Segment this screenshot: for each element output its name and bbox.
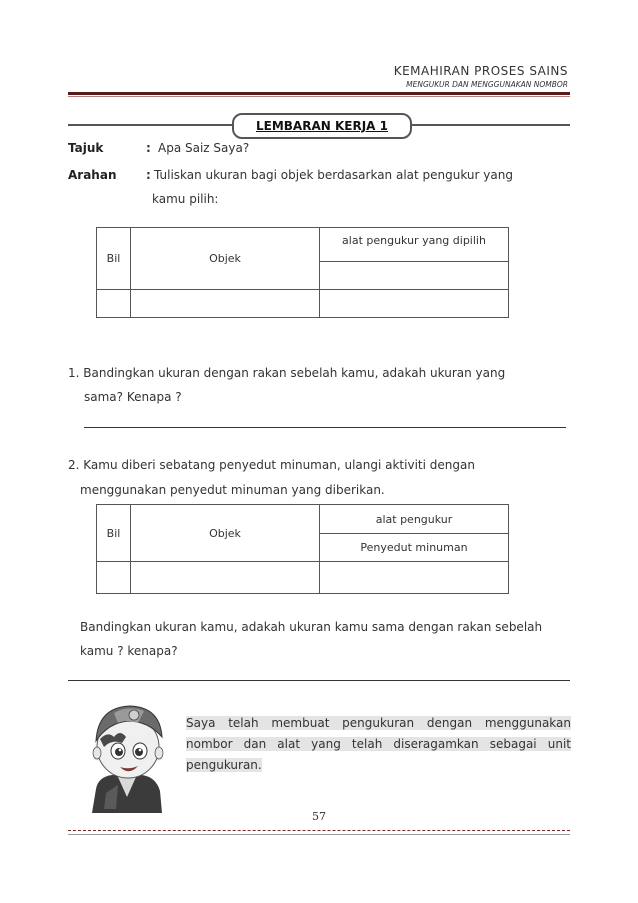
speech-line2: nombor dan alat yang telah diseragamkan sebagai unit xyxy=(186,737,571,751)
tajuk-value: Apa Saiz Saya? xyxy=(158,141,250,155)
table2-bil-cell[interactable] xyxy=(97,562,131,594)
footer-dashed-rule xyxy=(68,830,570,831)
arahan-colon: : xyxy=(146,168,151,182)
table2-header-penyedut: Penyedut minuman xyxy=(320,534,509,562)
header-rule-thin xyxy=(68,96,570,97)
table1-ukuran-cell[interactable] xyxy=(320,290,509,318)
worksheet-title: LEMBARAN KERJA 1 xyxy=(232,113,412,139)
header-rule xyxy=(68,92,570,95)
header-subtitle: MENGUKUR DAN MENGGUNAKAN NOMBOR xyxy=(406,80,568,89)
measurement-table-2 xyxy=(96,504,509,594)
speech-line1: Saya telah membuat pengukuran dengan menggunakan xyxy=(186,716,571,730)
question-1-answer-line[interactable] xyxy=(84,427,566,428)
tajuk-label: Tajuk xyxy=(68,141,104,155)
table2-objek-cell[interactable] xyxy=(131,562,320,594)
table2-header-alat: alat pengukur xyxy=(320,505,509,534)
speech-line3: pengukuran. xyxy=(186,758,262,772)
table2-ukuran-cell[interactable] xyxy=(320,562,509,594)
question-2-line1: 2. Kamu diberi sebatang penyedut minuman, ulangi aktiviti dengan xyxy=(68,458,475,472)
question-1-line1: 1. Bandingkan ukuran dengan rakan sebelah kamu, adakah ukuran yang xyxy=(68,366,506,380)
table1-header-bil: Bil xyxy=(97,228,131,290)
cartoon-boy-illustration xyxy=(78,697,176,815)
table1-header-objek: Objek xyxy=(131,228,320,290)
table1-bil-cell[interactable] xyxy=(97,290,131,318)
footer-rule xyxy=(68,834,570,835)
page-number: 57 xyxy=(312,810,326,823)
header-title: KEMAHIRAN PROSES SAINS xyxy=(393,64,568,78)
arahan-label: Arahan xyxy=(68,168,117,182)
question-3-line1: Bandingkan ukuran kamu, adakah ukuran kamu sama dengan rakan sebelah xyxy=(80,620,543,634)
measurement-table-1 xyxy=(96,227,509,318)
character-speech xyxy=(186,713,571,776)
tajuk-colon: : xyxy=(146,141,151,155)
arahan-line1: Tuliskan ukuran bagi objek berdasarkan alat pengukur yang xyxy=(154,168,513,182)
question-2-line2: menggunakan penyedut minuman yang diberikan. xyxy=(80,483,385,497)
table2-header-objek: Objek xyxy=(131,505,320,562)
arahan-line2: kamu pilih: xyxy=(152,192,219,206)
question-1-line2: sama? Kenapa ? xyxy=(84,390,182,404)
table1-header-alat: alat pengukur yang dipilih xyxy=(320,228,509,262)
question-3-line2: kamu ? kenapa? xyxy=(80,644,178,658)
table1-alat-input[interactable] xyxy=(320,262,509,290)
table2-header-bil: Bil xyxy=(97,505,131,562)
table1-objek-cell[interactable] xyxy=(131,290,320,318)
question-3-answer-line[interactable] xyxy=(68,680,570,681)
